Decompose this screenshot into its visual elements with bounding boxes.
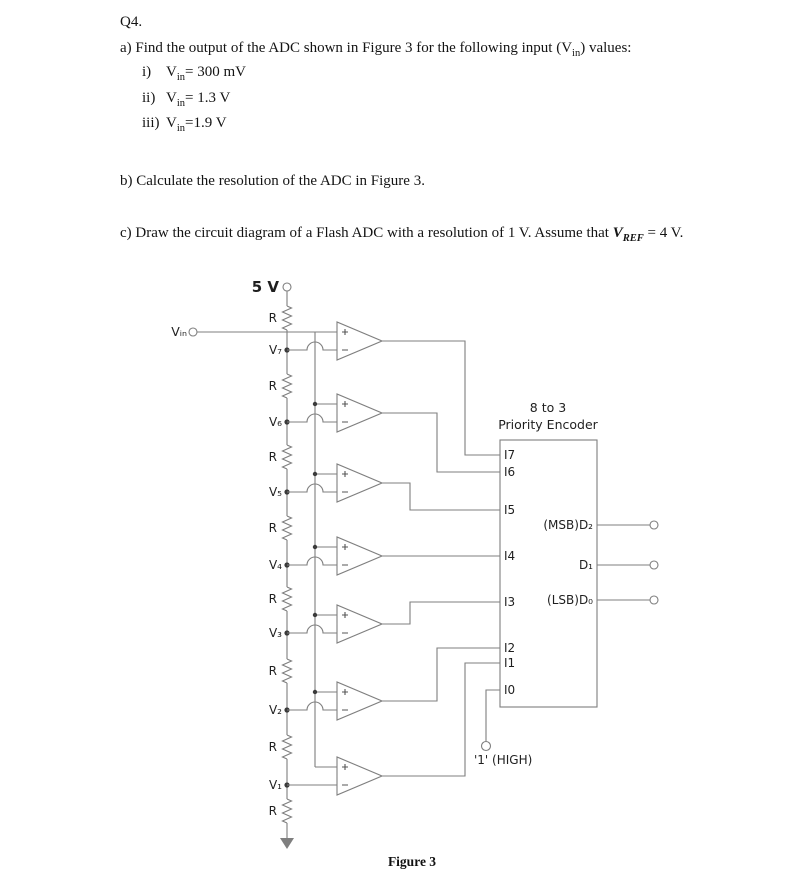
item-ii-text: $V_{in}= 1.3$ V	[166, 90, 231, 109]
item-i-marker: i)	[142, 64, 152, 80]
ground-icon	[280, 838, 294, 849]
supply-voltage-label: 5 V	[251, 278, 279, 296]
encoder-input-label-i5: I5	[504, 503, 516, 517]
encoder-input-label-i7: I7	[504, 448, 516, 462]
node-label-v6: V₆	[268, 415, 282, 429]
question-number: Q4.	[120, 14, 143, 30]
high-terminal-icon	[482, 742, 491, 751]
encoder-output-label-d1: D₁	[578, 558, 593, 572]
comparator-symbol-1	[337, 322, 382, 360]
resistor-symbol-8	[283, 799, 292, 823]
tap-wires	[287, 342, 337, 785]
part-c-post: = 4 V.	[643, 225, 684, 241]
supply-terminal-icon	[283, 283, 291, 291]
resistor-symbol-3	[283, 445, 292, 469]
encoder-output-label-d2: (MSB)D₂	[543, 518, 593, 532]
part-c-text: c) Draw the circuit diagram of a Flash ADC with a resolution of 1 V. Assume that	[120, 225, 613, 241]
i0-high-wire	[486, 690, 500, 741]
resistor-label-7: R	[268, 740, 277, 754]
node-label-v2: V₂	[268, 703, 282, 717]
d1-terminal-icon	[650, 561, 658, 569]
comparator-symbol-3	[337, 464, 382, 502]
comparator-output-wires	[382, 341, 500, 776]
comparator-symbol-2	[337, 394, 382, 432]
resistor-label-3: R	[268, 450, 277, 464]
comparators	[337, 322, 382, 795]
resistor-symbol-5	[283, 587, 292, 611]
part-a-text: a) Find the output of the ADC shown in Figure 3 for the following input (V	[120, 40, 573, 56]
resistor-symbol-2	[283, 374, 292, 398]
item-i-text: $V_{in}= 300$ mV	[166, 64, 246, 83]
resistor-label-2: R	[268, 379, 277, 393]
encoder-input-label-i3: I3	[504, 595, 516, 609]
encoder-input-label-i4: I4	[504, 549, 516, 563]
comparator-symbol-7	[337, 757, 382, 795]
item-iii-text: $V_{in}=1.9$ V	[166, 115, 227, 134]
encoder-title-line2: Priority Encoder	[498, 417, 598, 432]
node-label-v1: V₁	[268, 778, 282, 792]
resistor-symbol-4	[283, 516, 292, 540]
figure-caption: Figure 3	[387, 854, 437, 869]
node-label-v3: V₃	[268, 626, 282, 640]
d2-terminal-icon	[650, 521, 658, 529]
resistor-label-4: R	[268, 521, 277, 535]
resistor-symbol-7	[283, 735, 292, 759]
encoder-title-line1: 8 to 3	[529, 400, 567, 415]
comparator-symbol-4	[337, 537, 382, 575]
item-ii-marker: ii)	[142, 90, 156, 106]
question-part-b: b) Calculate the resolution of the ADC in Figure 3.	[120, 173, 425, 189]
resistor-symbol-1	[283, 306, 292, 330]
encoder-output-wires	[597, 525, 650, 600]
vin-label: Vᵢₙ	[171, 324, 187, 339]
comparator-symbol-5	[337, 605, 382, 643]
part-a-post: ) values:	[580, 40, 632, 56]
resistor-symbol-6	[283, 659, 292, 683]
resistor-label-1: R	[268, 311, 277, 325]
vin-terminal-icon	[189, 328, 197, 336]
vref-symbol: $V_{REF}$	[612, 225, 644, 244]
part-a-sub: in	[572, 48, 581, 59]
resistor-label-8: R	[268, 804, 277, 818]
encoder-input-label-i6: I6	[504, 465, 516, 479]
resistor-label-5: R	[268, 592, 277, 606]
encoder-input-label-i1: I1	[504, 656, 516, 670]
encoder-input-label-i2: I2	[504, 641, 516, 655]
d0-terminal-icon	[650, 596, 658, 604]
comparator-symbol-6	[337, 682, 382, 720]
logic-high-label: '1' (HIGH)	[474, 753, 533, 767]
encoder-input-label-i0: I0	[504, 683, 516, 697]
item-iii-marker: iii)	[142, 115, 160, 131]
resistor-label-6: R	[268, 664, 277, 678]
node-label-v4: V₄	[268, 558, 282, 572]
encoder-output-label-d0: (LSB)D₀	[547, 593, 593, 607]
node-label-v5: V₅	[268, 485, 282, 499]
node-label-v7: V₇	[268, 343, 282, 357]
